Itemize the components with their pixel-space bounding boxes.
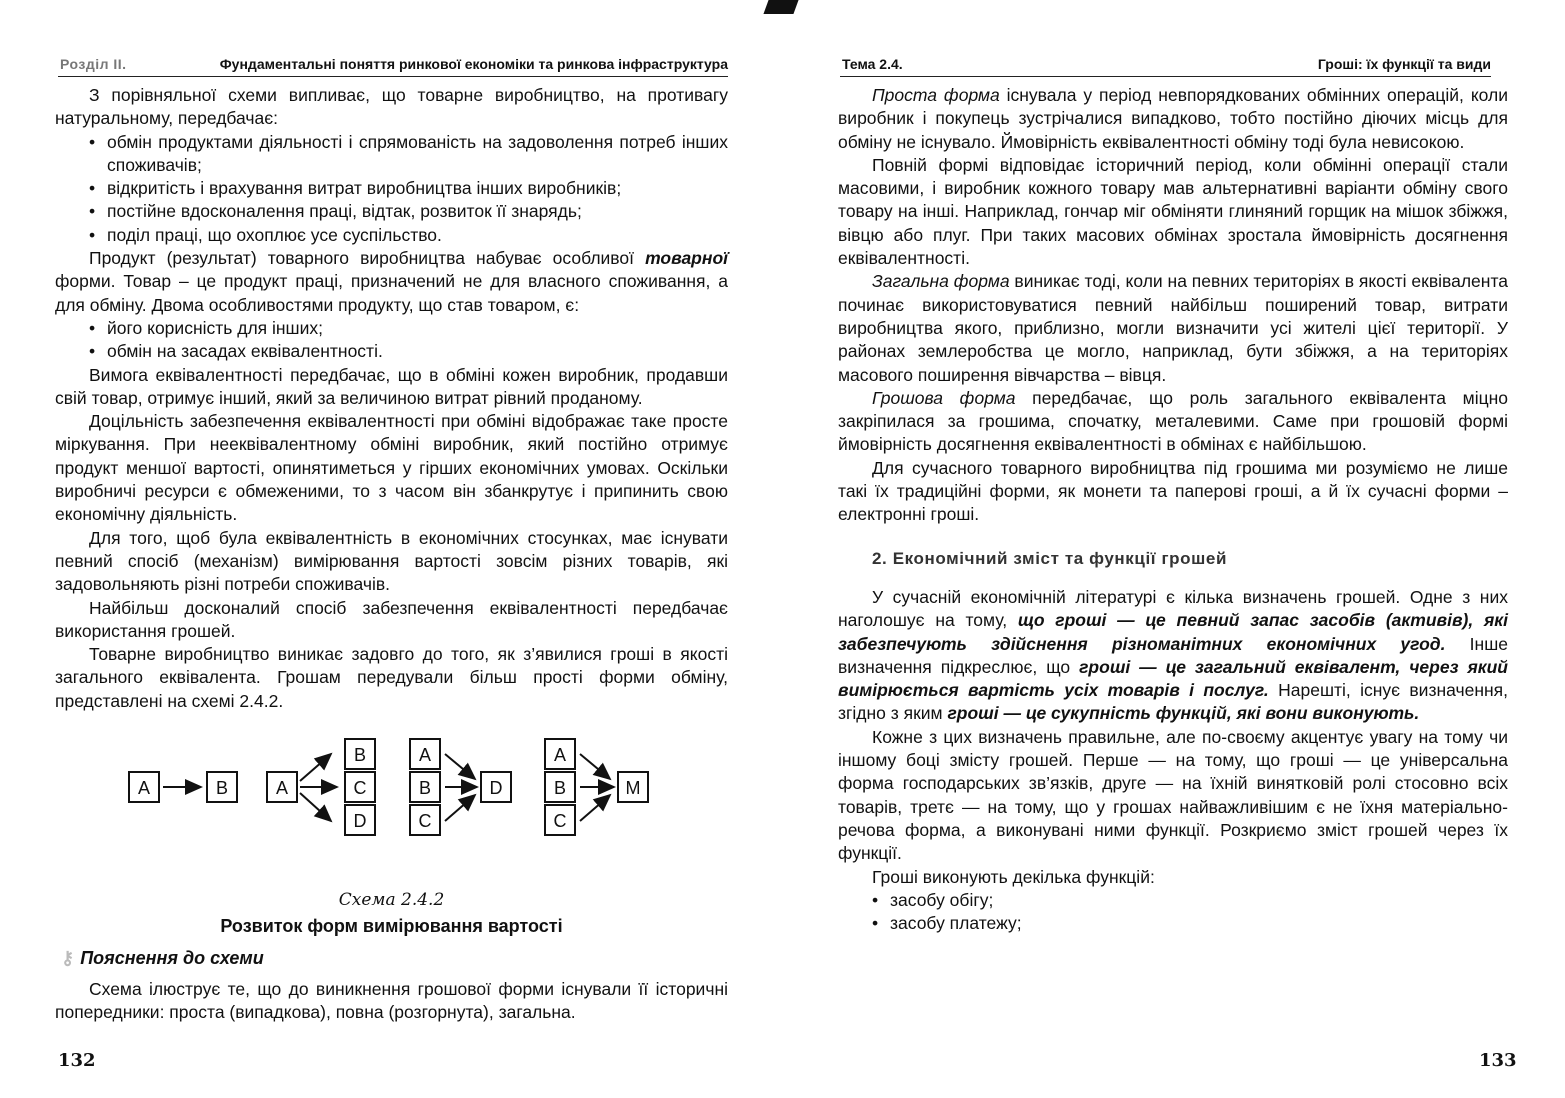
box-label: C <box>418 811 432 832</box>
left-header-section: Розділ ІІ. <box>60 56 127 72</box>
left-body <box>55 84 728 1025</box>
scheme-caption-title: Розвиток форм вимірювання вартості <box>220 916 563 937</box>
text-run: Інше визначення підкреслює, що <box>838 633 1508 677</box>
box-label: C <box>353 778 367 799</box>
text-run: У сучасній економічній літературі є кілька визначень грошей. Одне з них наголошує на тому, <box>838 586 1508 631</box>
arrow <box>445 795 475 821</box>
scheme-caption-number: Схема 2.4.2 <box>338 890 445 911</box>
definition-text: що гроші — це певний запас засобів (активів), які забезпечують здійснення різноманітних економічних угод. <box>838 610 1509 654</box>
paragraph: Вимога еквівалентності передбачає, що в обміні кожен виробник, продавши свій товар, отримує інший, який за величиною витрат рівний проданому. <box>55 364 728 408</box>
right-header-title: Гроші: їх функції та види <box>1317 56 1491 72</box>
paragraph: Доцільність забезпечення еквівалентності при обміні відображає таке просте міркування. При нееквівалентному обміні виробник, який постійно отримує продукт меншої вартості, опинятиметься у гірших економічних умовах. Оскільки виробничі ресурси є обмеженими, то з часом він збанкрутує і припинить свою економічну діяльність. <box>55 411 728 525</box>
definition-text: гроші — це сукупність функцій, які вони виконують. <box>947 703 1420 724</box>
bullet-list <box>838 889 1508 936</box>
right-page <box>782 0 1565 1098</box>
arrow <box>300 793 331 821</box>
paragraph: Найбільш досконалий спосіб забезпечення еквівалентності передбачає використання грошей. <box>55 597 728 641</box>
box-label: A <box>137 778 151 799</box>
term-text: Загальна форма <box>872 271 1010 292</box>
arrow <box>580 754 610 779</box>
bullet-list <box>55 317 728 364</box>
left-page <box>0 0 782 1098</box>
box-label: B <box>353 745 367 766</box>
text-run: форми. Товар – це продукт праці, призначений не для власного споживання, а для обміну. Двома особливостями продукту, що став товаром, є: <box>55 271 728 315</box>
text-run: Продукт (результат) товарного виробництва набуває особливої <box>89 248 646 269</box>
left-header-title: Фундаментальні поняття ринкової економіки та ринкова інфраструктура <box>219 56 728 72</box>
list-item: • відкритість і врахування витрат виробництва інших виробників; <box>55 177 728 200</box>
text-run: передбачає, що роль загального еквівалента міцно закріпилася за грошима, спочатку, металевими. Саме при грошовій формі ймовірність досягнення еквівалентності в обмінах є найбільшою. <box>838 387 1508 455</box>
paragraph: Повній формі відповідає історичний період, коли обмінні операції стали масовими, і виробник кожного товару мав альтернативні варіанти обміну свого товару на інші. Наприклад, гончар міг обміняти глиняний горщик на мішок збіжжя, вівцю або плуг. При таких масових обмінах зростала ймовірність досягнення еквівалентності. <box>838 154 1508 269</box>
explanation-heading <box>55 947 728 970</box>
box-label: B <box>215 778 229 799</box>
box-label: A <box>418 745 432 766</box>
box-label: D <box>353 811 367 832</box>
text-run: виникає тоді, коли на певних територіях в якості еквівалента починає використовуватися певний найбільш поширений товар, витрати виробництва якого, приблизно, могли визначити усі жителі цієї території. У районах землеробства це могло, наприклад, бути збіжжя, а на територіях масового поширення вівчарства – вівця. <box>838 271 1508 385</box>
list-item: • обмін продуктами діяльності і спрямованість на задоволення потреб інших споживачів; <box>55 131 728 178</box>
box-label: B <box>553 778 567 799</box>
list-item: • його корисність для інших; <box>55 317 728 340</box>
paragraph <box>838 586 1508 726</box>
right-page-number: 133 <box>1479 1050 1517 1071</box>
emphasis-text: товарної <box>645 248 728 269</box>
paragraph: Для того, щоб була еквівалентність в економічних стосунках, має існувати певний спосіб (механізм) вимірювання вартості зовсім різних товарів, які задовольняють різні потреби споживачів. <box>55 527 728 595</box>
left-running-header <box>58 52 728 77</box>
list-item: • обмін на засадах еквівалентності. <box>55 340 728 363</box>
key-icon: ⚷ <box>61 947 75 968</box>
section-heading: 2. Економічний зміст та функції грошей <box>872 548 1228 568</box>
definition-text: гроші — це загальний еквівалент, через який вимірюється вартість усіх товарів і послуг. <box>838 656 1508 701</box>
paragraph: Гроші виконують декілька функцій: <box>872 866 1155 887</box>
paragraph: Кожне з цих визначень правильне, але по-своєму акцентує увагу на тому чи іншому боці змісту грошей. Перше — на тому, що гроші — це універсальна форма господарських зв’язків, друге — на їхній винятковій ролі стосовно всіх товарів, третє — на тому, що у грошах найважливішим є не їхня матеріально-речова форма, а виконувані ними функції. Розкриємо зміст грошей через їх функції. <box>838 726 1508 864</box>
box-label: D <box>489 778 503 799</box>
term-text: Проста форма <box>872 85 1000 105</box>
left-page-number: 132 <box>58 1050 96 1071</box>
list-item: • засобу платежу; <box>838 912 1508 935</box>
right-header-section: Тема 2.4. <box>842 56 903 72</box>
arrow <box>300 754 331 781</box>
text-run: існувала у період невпорядкованих обмінних операцій, коли виробник і покупець зустрічалися випадково, тобто постійно діючих місць для обміну не існувало. Ймовірність еквівалентності обміну тоді була невисокою. <box>838 85 1509 152</box>
box-label: A <box>553 745 567 766</box>
scheme-svg <box>55 729 728 887</box>
box-label: A <box>275 778 289 799</box>
paragraph <box>838 387 1508 457</box>
paragraph: Товарне виробництво виникає задовго до того, як з’явилися гроші в якості загального еквівалента. Грошам передували більш прості форми обміну, представлені на схемі 2.4.2. <box>55 644 728 711</box>
paragraph <box>55 247 728 317</box>
term-text: Грошова форма <box>872 387 1016 408</box>
arrow <box>580 795 610 821</box>
paragraph: З порівняльної схеми випливає, що товарне виробництво, на противагу натуральному, передбачає: <box>55 85 728 129</box>
box-label: B <box>418 778 432 799</box>
right-body <box>838 84 1508 935</box>
explanation-title: Пояснення до схеми <box>80 947 264 968</box>
box-label: C <box>553 811 567 832</box>
list-item: • постійне вдосконалення праці, відтак, розвиток її знарядь; <box>55 200 728 223</box>
list-item: • засобу обігу; <box>838 889 1508 912</box>
bullet-list <box>55 131 728 247</box>
box-label: M <box>625 778 641 799</box>
text-run: Нарешті, існує визначення, згідно з яким <box>838 680 1508 724</box>
paragraph <box>838 270 1508 386</box>
right-running-header <box>840 52 1491 77</box>
scheme-diagram <box>55 729 728 887</box>
paragraph <box>838 84 1508 154</box>
arrow <box>445 754 475 779</box>
list-item: • поділ праці, що охоплює усе суспільство. <box>55 224 728 247</box>
paragraph: Схема ілюструє те, що до виникнення грошової форми існували її історичні попередники: проста (випадкова), повна (розгорнута), загальна. <box>55 978 728 1023</box>
paragraph: Для сучасного товарного виробництва під грошима ми розуміємо не лише такі їх традиційні форми, як монети та паперові гроші, а й їх сучасні форми – електронні гроші. <box>838 457 1508 525</box>
